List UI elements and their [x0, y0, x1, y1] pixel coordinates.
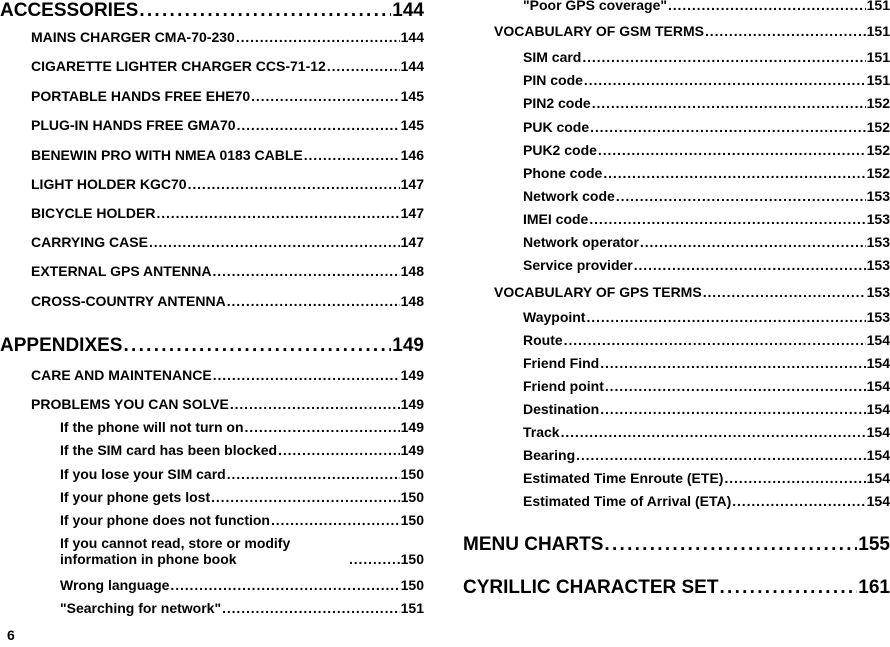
toc-entry-phone-does-not-function[interactable]: If your phone does not function . . . 150	[60, 512, 424, 528]
leader-dots	[724, 470, 865, 486]
toc-entry-bearing[interactable]: Bearing . . . 154	[523, 447, 890, 463]
toc-entry-service-provider[interactable]: Service provider . . . 153	[523, 257, 890, 273]
toc-entry-plug-in-hands-free[interactable]: PLUG-IN HANDS FREE GMA70 . . . 145	[31, 117, 424, 133]
leader-dots	[237, 117, 400, 133]
toc-entry-searching-for-network[interactable]: "Searching for network" . . . 151	[60, 600, 424, 616]
leader-dots	[236, 29, 400, 45]
toc-entry-estimated-time-enroute[interactable]: Estimated Time Enroute (ETE) . . . 154	[523, 470, 890, 486]
leader-dots	[564, 332, 866, 348]
toc-entry-accessories[interactable]: ACCESSORIES . . . 144	[0, 0, 424, 22]
toc-entry-carrying-case[interactable]: CARRYING CASE . . . 147	[31, 234, 424, 250]
leader-dots	[603, 165, 865, 181]
leader-dots	[590, 119, 866, 135]
toc-entry-friend-find[interactable]: Friend Find . . . 154	[523, 355, 890, 371]
leader-dots	[251, 88, 400, 104]
toc-entry-network-code[interactable]: Network code . . . 153	[523, 188, 890, 204]
leader-dots	[600, 355, 865, 371]
leader-dots	[576, 447, 866, 463]
toc-entry-imei-code[interactable]: IMEI code . . . 153	[523, 211, 890, 227]
toc-entry-puk-code[interactable]: PUK code . . . 152	[523, 119, 890, 135]
leader-dots	[582, 49, 865, 65]
leader-dots	[586, 309, 865, 325]
toc-entry-care-and-maintenance[interactable]: CARE AND MAINTENANCE . . . 149	[31, 367, 424, 383]
leader-dots	[349, 551, 400, 567]
leader-dots	[598, 142, 866, 158]
toc-entry-network-operator[interactable]: Network operator . . . 153	[523, 234, 890, 250]
toc-entry-bicycle-holder[interactable]: BICYCLE HOLDER . . . 147	[31, 205, 424, 221]
toc-entry-light-holder[interactable]: LIGHT HOLDER KGC70 . . . 147	[31, 176, 424, 192]
leader-dots	[213, 367, 400, 383]
toc-entry-phone-book-information[interactable]: If you cannot read, store or modify information in phone book . . . 150	[60, 535, 424, 567]
toc-entry-cigarette-lighter-charger[interactable]: CIGARETTE LIGHTER CHARGER CCS-71-12 . . . 144	[31, 58, 424, 74]
toc-entry-appendixes[interactable]: APPENDIXES . . . 149	[0, 335, 424, 357]
toc-entry-problems-you-can-solve[interactable]: PROBLEMS YOU CAN SOLVE . . . 149	[31, 396, 424, 412]
leader-dots	[139, 0, 391, 22]
leader-dots	[732, 493, 865, 509]
toc-entry-estimated-time-of-arrival[interactable]: Estimated Time of Arrival (ETA) . . . 154	[523, 493, 890, 509]
leader-dots	[600, 401, 865, 417]
leader-dots	[703, 284, 866, 300]
leader-dots	[170, 577, 399, 593]
toc-entry-track[interactable]: Track . . . 154	[523, 424, 890, 440]
leader-dots	[719, 577, 857, 599]
leader-dots	[605, 378, 866, 394]
toc-entry-benewin-pro[interactable]: BENEWIN PRO WITH NMEA 0183 CABLE . . . 146	[31, 147, 424, 163]
leader-dots	[634, 257, 866, 273]
toc-entry-pin2-code[interactable]: PIN2 code . . . 152	[523, 95, 890, 111]
toc-entry-mains-charger[interactable]: MAINS CHARGER CMA-70-230 . . . 144	[31, 29, 424, 45]
toc-entry-waypoint[interactable]: Waypoint . . . 153	[523, 309, 890, 325]
leader-dots	[561, 424, 866, 440]
toc-entry-route[interactable]: Route . . . 154	[523, 332, 890, 348]
toc-entry-phone-will-not-turn-on[interactable]: If the phone will not turn on . . . 149	[60, 419, 424, 435]
toc-entry-lose-sim-card[interactable]: If you lose your SIM card . . . 150	[60, 466, 424, 482]
toc-entry-vocabulary-gsm-terms[interactable]: VOCABULARY OF GSM TERMS . . . 151	[494, 23, 890, 39]
leader-dots	[592, 95, 866, 111]
leader-dots	[616, 188, 866, 204]
leader-dots	[584, 72, 866, 88]
leader-dots	[156, 205, 399, 221]
leader-dots	[589, 211, 865, 227]
toc-entry-wrong-language[interactable]: Wrong language . . . 150	[60, 577, 424, 593]
toc-entry-poor-gps-coverage[interactable]: "Poor GPS coverage" . . . 151	[523, 0, 890, 13]
leader-dots	[123, 335, 391, 357]
leader-dots	[222, 600, 400, 616]
toc-entry-sim-card[interactable]: SIM card . . . 151	[523, 49, 890, 65]
page-number: 6	[7, 627, 15, 643]
leader-dots	[245, 419, 400, 435]
leader-dots	[188, 176, 400, 192]
toc-entry-cross-country-antenna[interactable]: CROSS-COUNTRY ANTENNA . . . 148	[31, 293, 424, 309]
leader-dots	[604, 534, 857, 556]
toc-entry-menu-charts[interactable]: MENU CHARTS . . . 155	[463, 534, 890, 556]
toc-entry-puk2-code[interactable]: PUK2 code . . . 152	[523, 142, 890, 158]
toc-entry-destination[interactable]: Destination . . . 154	[523, 401, 890, 417]
leader-dots	[211, 489, 400, 505]
leader-dots	[640, 234, 866, 250]
leader-dots	[304, 147, 400, 163]
toc-entry-phone-gets-lost[interactable]: If your phone gets lost . . . 150	[60, 489, 424, 505]
leader-dots	[278, 442, 400, 458]
leader-dots	[149, 234, 400, 250]
leader-dots	[668, 0, 866, 13]
toc-entry-portable-hands-free[interactable]: PORTABLE HANDS FREE EHE70 . . . 145	[31, 88, 424, 104]
toc-entry-friend-point[interactable]: Friend point . . . 154	[523, 378, 890, 394]
leader-dots	[212, 263, 399, 279]
toc-entry-external-gps-antenna[interactable]: EXTERNAL GPS ANTENNA . . . 148	[31, 263, 424, 279]
toc-entry-vocabulary-gps-terms[interactable]: VOCABULARY OF GPS TERMS . . . 153	[494, 284, 890, 300]
leader-dots	[227, 293, 400, 309]
toc-entry-pin-code[interactable]: PIN code . . . 151	[523, 72, 890, 88]
toc-entry-sim-card-blocked[interactable]: If the SIM card has been blocked . . . 149	[60, 442, 424, 458]
leader-dots	[230, 396, 400, 412]
toc-entry-cyrillic-character-set[interactable]: CYRILLIC CHARACTER SET . . . 161	[463, 577, 890, 599]
toc-entry-phone-code[interactable]: Phone code . . . 152	[523, 165, 890, 181]
leader-dots	[327, 58, 400, 74]
leader-dots	[271, 512, 400, 528]
leader-dots	[705, 23, 866, 39]
leader-dots	[227, 466, 400, 482]
